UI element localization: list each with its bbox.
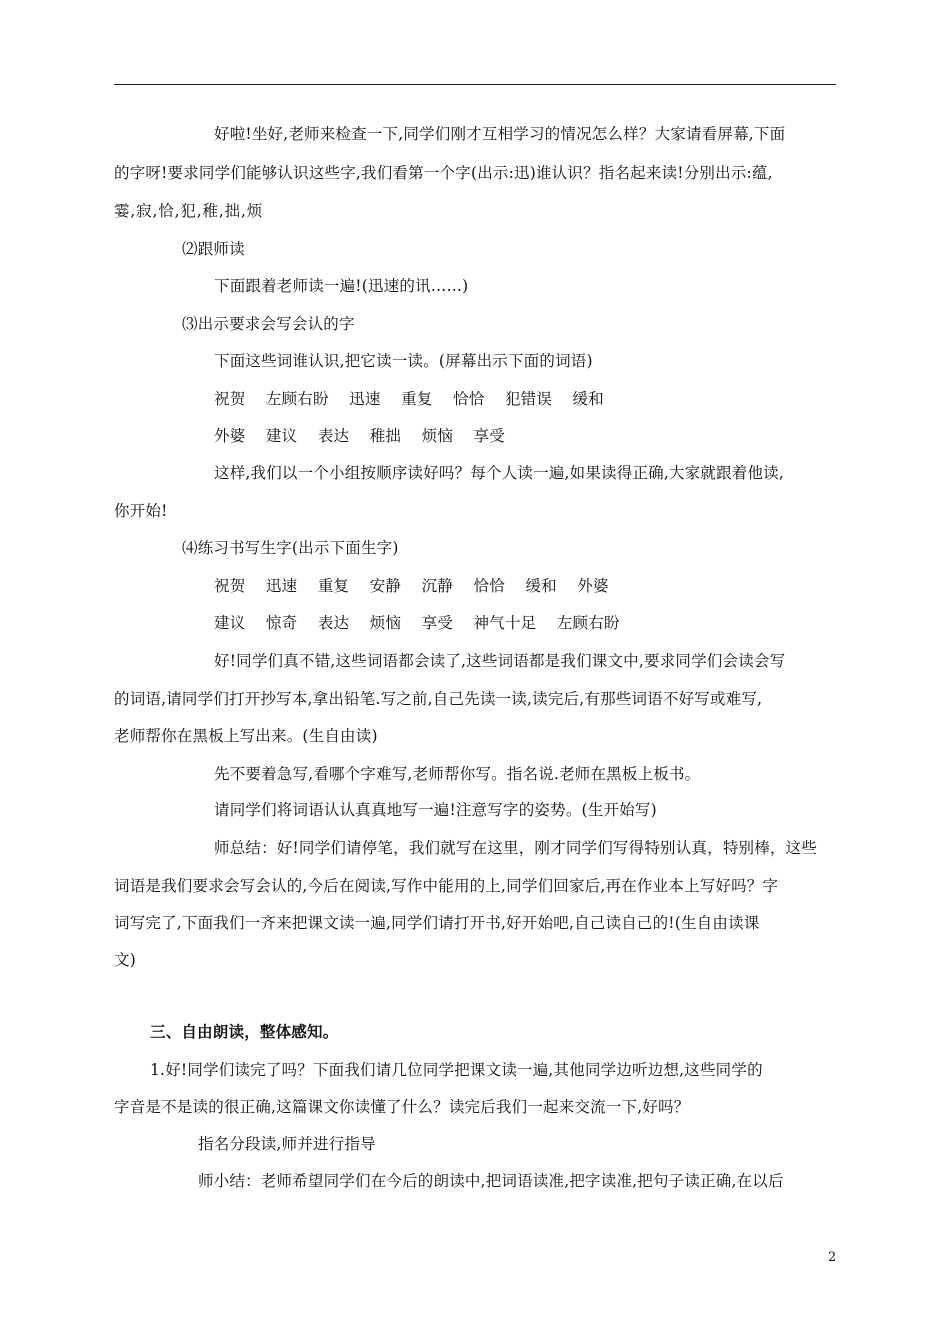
paragraph-line: 先不要着急写,看哪个字难写,老师帮你写。指名说.老师在黑板上板书。 — [214, 765, 701, 783]
paragraph-line: 下面这些词谁认识,把它读一读。(屏幕出示下面的词语) — [214, 352, 593, 370]
section-heading: ⑷练习书写生字(出示下面生字) — [182, 539, 399, 557]
paragraph-line: 1.好!同学们读完了吗？下面我们请几位同学把课文读一遍,其他同学边听边想,这些同学的 — [150, 1061, 763, 1079]
paragraph-line: 好!同学们真不错,这些词语都会读了,这些词语都是我们课文中,要求同学们会读会写 — [214, 652, 786, 670]
word-list-line: 祝贺 左顾右盼 迅速 重复 恰恰 犯错误 缓和 — [214, 390, 604, 408]
paragraph-line: 师总结：好!同学们请停笔，我们就写在这里，刚才同学们写得特别认真，特别棒，这些 — [214, 839, 818, 857]
section-title: 三、自由朗读，整体感知。 — [150, 1022, 339, 1041]
paragraph-line: 师小结：老师希望同学们在今后的朗读中,把词语读准,把字读准,把句子读正确,在以后 — [198, 1172, 784, 1190]
paragraph-line: 这样,我们以一个小组按顺序读好吗？每个人读一遍,如果读得正确,大家就跟着他读, — [214, 464, 785, 482]
paragraph-line: 指名分段读,师并进行指导 — [198, 1135, 376, 1153]
paragraph-line: 词语是我们要求会写会认的,今后在阅读,写作中能用的上,同学们回家后,再在作业本上写好吗？字 — [114, 877, 779, 895]
word-list-line: 祝贺 迅速 重复 安静 沉静 恰恰 缓和 外婆 — [214, 577, 609, 595]
section-heading: ⑵跟师读 — [182, 240, 245, 258]
word-list-line: 建议 惊奇 表达 烦恼 享受 神气十足 左顾右盼 — [214, 614, 620, 632]
paragraph-line: 字音是不是读的很正确,这篇课文你读懂了什么？读完后我们一起来交流一下,好吗？ — [114, 1098, 690, 1116]
paragraph-line: 你开始! — [114, 502, 168, 520]
word-list-line: 外婆 建议 表达 稚拙 烦恼 享受 — [214, 427, 505, 445]
header-rule — [114, 84, 836, 85]
paragraph-line: 文) — [114, 951, 136, 969]
paragraph-line: 霎,寂,恰,犯,稚,拙,烦 — [114, 202, 264, 220]
paragraph-line: 的词语,请同学们打开抄写本,拿出铅笔.写之前,自己先读一读,读完后,有那些词语不好写或难写, — [114, 690, 763, 708]
paragraph-line: 下面跟着老师读一遍!(迅速的讯……) — [214, 277, 469, 295]
paragraph-line: 老师帮你在黑板上写出来。(生自由读) — [114, 727, 378, 745]
paragraph-line: 的字呀!要求同学们能够认识这些字,我们看第一个字(出示:迅)谁认识？指名起来读!分别出示:蕴, — [114, 164, 773, 182]
paragraph-line: 好啦!坐好,老师来检查一下,同学们刚才互相学习的情况怎么样？大家请看屏幕,下面 — [214, 125, 786, 143]
section-heading: ⑶出示要求会写会认的字 — [182, 315, 355, 333]
paragraph-line: 词写完了,下面我们一齐来把课文读一遍,同学们请打开书,好开始吧,自己读自己的!(生自由读课 — [114, 914, 760, 932]
paragraph-line: 请同学们将词语认认真真地写一遍!注意写字的姿势。(生开始写) — [214, 801, 657, 819]
page-number: 2 — [828, 1250, 837, 1265]
